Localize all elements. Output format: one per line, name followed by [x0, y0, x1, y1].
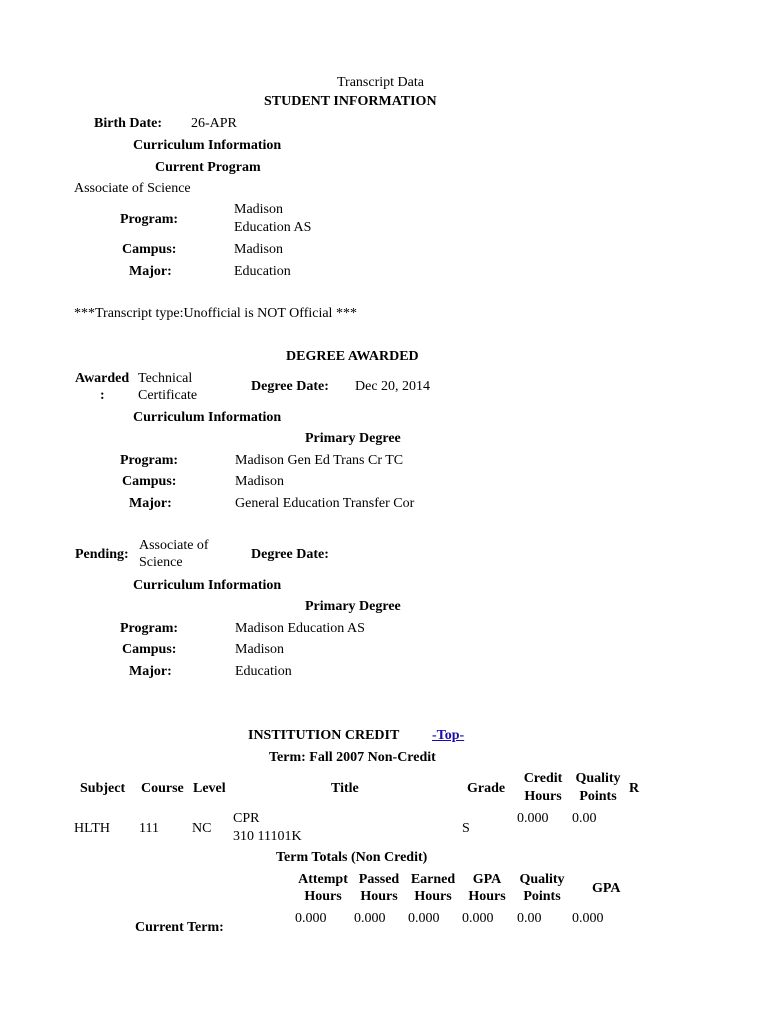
course-title-line2: 310 11101K	[233, 829, 302, 844]
course-quality-points: 0.00	[572, 811, 597, 826]
term-totals-heading: Term Totals (Non Credit)	[276, 850, 428, 865]
current-term-gpa-hours: 0.000	[462, 911, 494, 926]
pending-curriculum-heading: Curriculum Information	[133, 578, 282, 593]
student-information-heading: STUDENT INFORMATION	[264, 94, 437, 109]
totals-col-earned-line1: Earned	[410, 872, 456, 887]
pending-major-label: Major:	[129, 664, 172, 679]
awarded-value-line1: Technical	[138, 371, 193, 386]
awarded-major-value: General Education Transfer Cor	[235, 496, 415, 511]
transcript-type-notice: ***Transcript type:Unofficial is NOT Official ***	[74, 306, 357, 321]
awarded-campus-label: Campus:	[122, 474, 177, 489]
awarded-label-colon: :	[100, 388, 105, 403]
awarded-major-label: Major:	[129, 496, 172, 511]
campus-label: Campus:	[122, 242, 177, 257]
pending-campus-value: Madison	[235, 642, 284, 657]
awarded-primary-degree-heading: Primary Degree	[305, 431, 401, 446]
current-term-earned-hours: 0.000	[408, 911, 440, 926]
current-term-gpa: 0.000	[572, 911, 604, 926]
pending-major-value: Education	[235, 664, 292, 679]
col-level: Level	[193, 781, 226, 796]
col-title: Title	[331, 781, 359, 796]
course-number: 111	[139, 821, 159, 836]
current-term-attempt-hours: 0.000	[295, 911, 327, 926]
program-label: Program:	[120, 212, 179, 227]
degree-awarded-heading: DEGREE AWARDED	[286, 349, 419, 364]
col-credit-hours-line1: Credit	[523, 771, 563, 786]
current-degree-name: Associate of Science	[74, 181, 191, 196]
current-program-heading: Current Program	[155, 160, 261, 175]
awarded-degree-date-label: Degree Date:	[251, 379, 329, 394]
program-value-line1: Madison	[234, 202, 283, 217]
current-term-passed-hours: 0.000	[354, 911, 386, 926]
pending-program-value: Madison Education AS	[235, 621, 365, 636]
totals-col-earned-line2: Hours	[414, 889, 452, 904]
birth-date-label: Birth Date:	[94, 116, 163, 131]
document-title: Transcript Data	[337, 75, 424, 90]
pending-value-line1: Associate of	[139, 538, 209, 553]
course-credit-hours: 0.000	[517, 811, 549, 826]
col-subject: Subject	[80, 781, 126, 796]
term-heading: Term: Fall 2007 Non-Credit	[269, 750, 436, 765]
current-term-quality-points: 0.00	[517, 911, 542, 926]
major-label: Major:	[129, 264, 172, 279]
awarded-degree-date-value: Dec 20, 2014	[355, 379, 431, 394]
pending-degree-date-label: Degree Date:	[251, 547, 329, 562]
pending-value-line2: Science	[139, 555, 183, 570]
institution-credit-heading: INSTITUTION CREDIT	[248, 728, 400, 743]
col-quality-points-line1: Quality	[575, 771, 621, 786]
totals-col-gpa-hours-line2: Hours	[468, 889, 506, 904]
awarded-campus-value: Madison	[235, 474, 284, 489]
birth-date-value: 26-APR	[191, 116, 237, 131]
awarded-program-label: Program:	[120, 453, 179, 468]
col-quality-points-line2: Points	[579, 789, 617, 804]
course-level: NC	[192, 821, 212, 836]
pending-campus-label: Campus:	[122, 642, 177, 657]
awarded-curriculum-heading: Curriculum Information	[133, 410, 282, 425]
totals-col-passed-line1: Passed	[358, 872, 400, 887]
col-r: R	[629, 781, 640, 796]
totals-col-attempt-line2: Hours	[304, 889, 342, 904]
current-term-label: Current Term:	[135, 920, 224, 935]
totals-col-passed-line2: Hours	[360, 889, 398, 904]
pending-program-label: Program:	[120, 621, 179, 636]
program-value-line2: Education AS	[234, 220, 312, 235]
awarded-label: Awarded	[75, 371, 130, 386]
col-grade: Grade	[467, 781, 506, 796]
pending-primary-degree-heading: Primary Degree	[305, 599, 401, 614]
major-value: Education	[234, 264, 291, 279]
campus-value: Madison	[234, 242, 283, 257]
curriculum-info-heading: Curriculum Information	[133, 138, 282, 153]
totals-col-gpa-hours-line1: GPA	[472, 872, 502, 887]
course-subject: HLTH	[74, 821, 111, 836]
totals-col-quality-line1: Quality	[519, 872, 565, 887]
awarded-program-value: Madison Gen Ed Trans Cr TC	[235, 453, 404, 468]
col-credit-hours-line2: Hours	[524, 789, 562, 804]
course-grade: S	[462, 821, 470, 836]
top-link[interactable]: -Top-	[432, 728, 465, 743]
course-title-line1: CPR	[233, 811, 260, 826]
awarded-value-line2: Certificate	[138, 388, 198, 403]
col-course: Course	[141, 781, 184, 796]
totals-col-quality-line2: Points	[523, 889, 561, 904]
pending-label: Pending:	[75, 547, 129, 562]
totals-col-gpa: GPA	[592, 881, 621, 896]
totals-col-attempt-line1: Attempt	[298, 872, 348, 887]
